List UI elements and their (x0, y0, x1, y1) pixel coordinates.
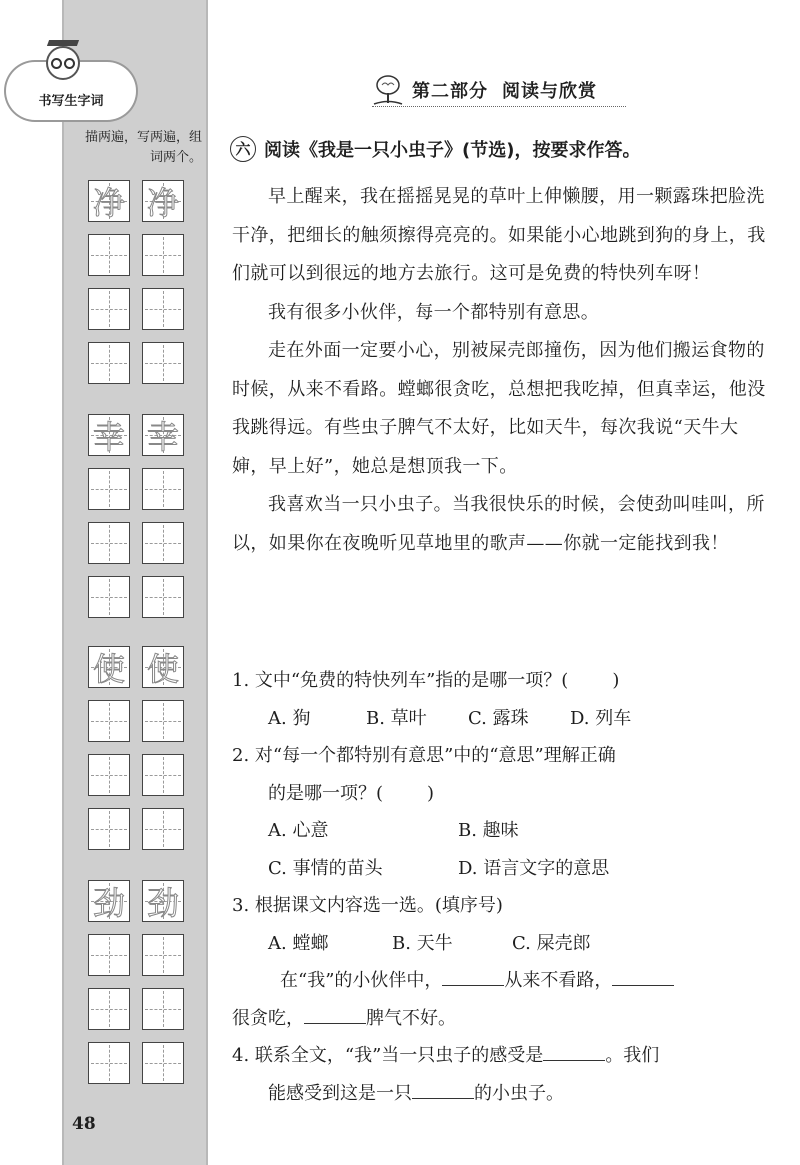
trace-box[interactable]: 劲 (88, 880, 130, 922)
sidebar-title: 书写生字词 (38, 94, 104, 109)
passage-paragraph: 早上醒来，我在摇摇晃晃的草叶上伸懒腰，用一颗露珠把脸洗干净，把细长的触须擦得亮亮的。如果能小心地跳到狗的身上，我们就可以到很远的地方去旅行。这可是免费的特快列车呀！ (232, 186, 766, 284)
writing-box[interactable] (142, 700, 184, 742)
trace-box[interactable]: 幸 (88, 414, 130, 456)
writing-box[interactable] (88, 342, 130, 384)
option-a[interactable]: A. 狗 (268, 707, 311, 729)
tree-icon (370, 73, 406, 107)
writing-box[interactable] (88, 468, 130, 510)
exercise-instruction: 阅读《我是一只小虫子》(节选)，按要求作答。 (264, 140, 641, 161)
writing-box[interactable] (142, 808, 184, 850)
writing-box[interactable] (142, 934, 184, 976)
writing-box[interactable] (88, 988, 130, 1030)
trace-box[interactable]: 使 (88, 646, 130, 688)
writing-box[interactable] (88, 234, 130, 276)
fill-blank[interactable] (412, 1076, 474, 1099)
practice-strip (62, 0, 208, 1165)
option-c[interactable]: C. 露珠 (468, 707, 529, 729)
option-b[interactable]: B. 草叶 (366, 707, 427, 729)
writing-box[interactable] (142, 1042, 184, 1084)
fill-blank[interactable] (543, 1038, 605, 1061)
fill-blank[interactable] (612, 963, 674, 986)
reading-passage (232, 178, 772, 563)
writing-box[interactable] (142, 988, 184, 1030)
writing-box[interactable] (142, 522, 184, 564)
question-1-options (232, 700, 772, 738)
passage-paragraph: 我喜欢当一只小虫子。当我很快乐的时候，会使劲叫哇叫，所以，如果你在夜晚听见草地里的歌声——你就一定能找到我！ (232, 494, 765, 554)
question-2-options (232, 850, 772, 888)
writing-box[interactable] (88, 288, 130, 330)
trace-box[interactable]: 劲 (142, 880, 184, 922)
option-d[interactable]: D. 语言文字的意思 (458, 857, 610, 879)
question-3: 3. 根据课文内容选一选。(填序号) (232, 895, 503, 916)
question-4: 4. 联系全文，“我”当一只虫子的感受是 。我们 (232, 1037, 772, 1075)
option-c: C. 屎壳郎 (512, 932, 591, 954)
writing-box[interactable] (88, 700, 130, 742)
trace-box[interactable]: 幸 (142, 414, 184, 456)
writing-box[interactable] (88, 522, 130, 564)
writing-box[interactable] (88, 808, 130, 850)
writing-box[interactable] (142, 468, 184, 510)
writing-box[interactable] (88, 754, 130, 796)
writing-box[interactable] (88, 934, 130, 976)
option-b: B. 天牛 (392, 932, 453, 954)
option-c[interactable]: C. 事情的苗头 (268, 857, 383, 879)
sidebar-instruction: 描两遍，写两遍，组词两个。 (84, 130, 202, 165)
writing-box[interactable] (142, 234, 184, 276)
fill-blank[interactable] (304, 1001, 366, 1024)
question-3-options (232, 925, 772, 963)
title-underline (372, 106, 626, 107)
question-2: 2. 对“每一个都特别有意思”中的“意思”理解正确 (232, 745, 616, 766)
question-2-options (232, 812, 772, 850)
exercise-heading (230, 136, 640, 162)
section-header (370, 74, 597, 106)
question-1: 1. 文中“免费的特快列车”指的是哪一项？( ) (232, 670, 620, 691)
writing-box[interactable] (142, 754, 184, 796)
question-4-cont: 能感受到这是一只 的小虫子。 (232, 1075, 772, 1113)
writing-box[interactable] (88, 1042, 130, 1084)
passage-paragraph: 走在外面一定要小心，别被屎壳郎撞伤，因为他们搬运食物的时候，从来不看路。螳螂很贪吃，总想把我吃掉，但真幸运，他没我跳得远。有些虫子脾气不太好，比如天牛，每次我说“天牛大婶，早上好”，她总是想顶我一下。 (232, 340, 766, 477)
question-3-fill: 在“我”的小伙伴中， 从来不看路， (232, 962, 772, 1000)
writing-box[interactable] (142, 576, 184, 618)
trace-box[interactable]: 净 (88, 180, 130, 222)
owl-mascot-icon (46, 46, 80, 80)
question-list (232, 662, 772, 1112)
writing-box[interactable] (142, 288, 184, 330)
option-a: A. 螳螂 (268, 932, 329, 954)
question-2-cont: 的是哪一项？( ) (268, 782, 435, 804)
page-number: 48 (72, 1114, 96, 1134)
trace-box[interactable]: 净 (142, 180, 184, 222)
trace-box[interactable]: 使 (142, 646, 184, 688)
passage-paragraph: 我有很多小伙伴，每一个都特别有意思。 (268, 301, 600, 323)
writing-box[interactable] (88, 576, 130, 618)
option-a[interactable]: A. 心意 (268, 820, 329, 841)
question-3-fill-cont: 很贪吃， 脾气不好。 (232, 1000, 772, 1038)
option-d[interactable]: D. 列车 (570, 707, 632, 729)
exercise-number-badge: 六 (230, 136, 256, 162)
title-cloud (6, 62, 136, 120)
option-b[interactable]: B. 趣味 (458, 820, 519, 841)
writing-box[interactable] (142, 342, 184, 384)
page-title: 第二部分 阅读与欣赏 (412, 81, 597, 102)
fill-blank[interactable] (442, 963, 504, 986)
